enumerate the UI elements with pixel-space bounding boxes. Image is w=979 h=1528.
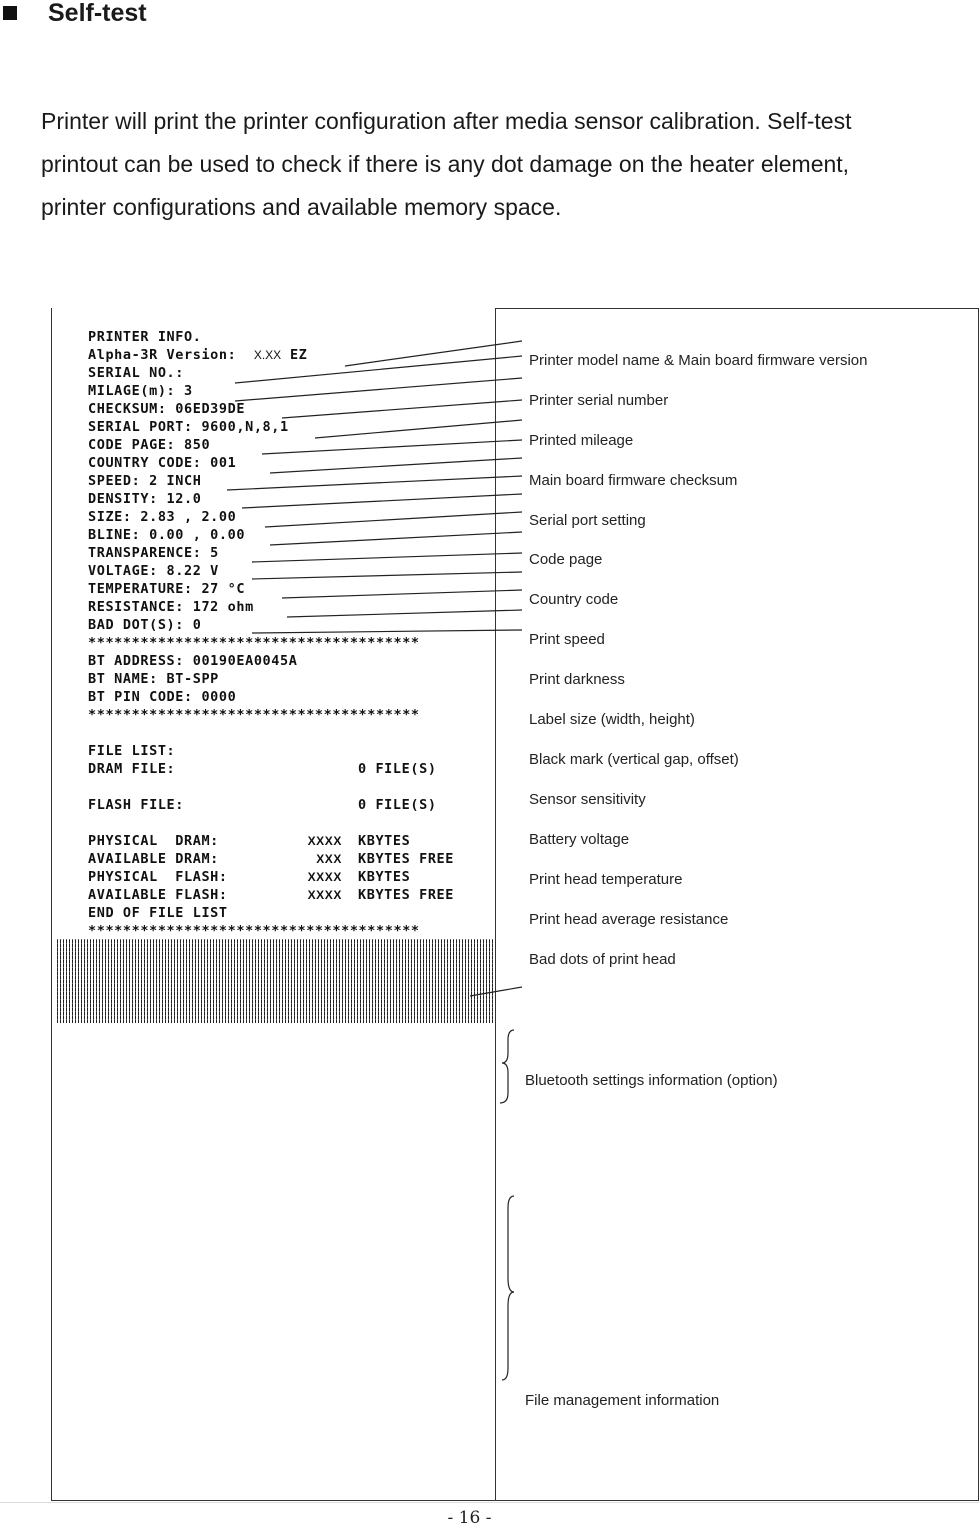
printout-code-page: CODE PAGE: 850 (88, 437, 211, 453)
section-heading (0, 0, 147, 26)
dram-file-label: DRAM FILE: (88, 761, 176, 777)
leader-line (262, 440, 522, 454)
printout-bline: BLINE: 0.00 , 0.00 (88, 527, 246, 543)
printout-separator: ************************************** (88, 923, 420, 939)
printout-bt-pin: BT PIN CODE: 0000 (88, 689, 237, 705)
callout-label: Print head average resistance (529, 911, 729, 928)
leader-line (315, 420, 522, 438)
printout-resistance: RESISTANCE: 172 ohm (88, 599, 254, 615)
printout-density: DENSITY: 12.0 (88, 491, 202, 507)
version-value: X.XX (253, 348, 282, 362)
page-number: - 16 - (447, 1508, 492, 1528)
physical-flash-label: PHYSICAL FLASH: (88, 869, 228, 885)
version-label: Alpha-3R Version: (88, 347, 237, 363)
leader-line (252, 630, 522, 633)
printout-title: PRINTER INFO. (88, 329, 202, 345)
printout-voltage: VOLTAGE: 8.22 V (88, 563, 219, 579)
available-flash-unit: KBYTES FREE (358, 887, 455, 903)
callout-label: Printer model name & Main board firmware version (529, 352, 868, 369)
file-management-note: File management information (525, 1392, 720, 1409)
available-dram-qty: XXX (316, 852, 342, 866)
footer-rule (0, 1502, 979, 1503)
printout-milage: MILAGE(m): 3 (88, 383, 193, 399)
available-dram-unit: KBYTES FREE (358, 851, 455, 867)
available-dram-label: AVAILABLE DRAM: (88, 851, 219, 867)
flash-file-value: 0 FILE(S) (358, 797, 437, 813)
leader-line (287, 610, 522, 617)
printout-checksum: CHECKSUM: 06ED39DE (88, 401, 246, 417)
bluetooth-settings-note: Bluetooth settings information (option) (525, 1072, 778, 1089)
leader-line (227, 476, 522, 490)
intro-line: printout can be used to check if there is any dot damage on the heater element, (41, 151, 850, 177)
printout-end-of-file-list: END OF FILE LIST (88, 905, 228, 921)
leader-line (235, 356, 522, 383)
callout-label: Bad dots of print head (529, 951, 676, 968)
callout-label: Printer serial number (529, 392, 669, 409)
physical-flash-qty: XXXX (307, 870, 342, 884)
printout-bt-name: BT NAME: BT-SPP (88, 671, 219, 687)
physical-flash-unit: KBYTES (358, 869, 411, 885)
leader-line (235, 378, 522, 401)
leader-line (252, 553, 522, 562)
intro-line: Printer will print the printer configuration after media sensor calibration. Self-test (41, 108, 852, 134)
physical-dram-unit: KBYTES (358, 833, 411, 849)
callout-leader-lines (52, 308, 979, 1500)
callout-label: Battery voltage (529, 831, 630, 848)
flash-file-label: FLASH FILE: (88, 797, 185, 813)
callout-label: Country code (529, 591, 619, 608)
section-title: Self-test (48, 0, 147, 27)
dram-file-value: 0 FILE(S) (358, 761, 437, 777)
callout-label: Serial port setting (529, 512, 646, 529)
printout-bad-dots: BAD DOT(S): 0 (88, 617, 202, 633)
printout-speed: SPEED: 2 INCH (88, 473, 202, 489)
printout-serial-no: SERIAL NO.: (88, 365, 185, 381)
version-suffix: EZ (289, 347, 308, 363)
file-management-brace (502, 1196, 514, 1380)
leader-line (265, 512, 522, 527)
callout-label: Label size (width, height) (529, 711, 695, 728)
leader-line (252, 572, 522, 579)
callout-label: Black mark (vertical gap, offset) (529, 751, 739, 768)
square-bullet-icon (3, 6, 17, 20)
printout-temperature: TEMPERATURE: 27 °C (88, 581, 246, 597)
available-flash-qty: XXXX (307, 888, 342, 902)
printout-separator: ************************************** (88, 635, 420, 651)
leader-line (270, 532, 522, 545)
intro-line: printer configurations and available memory space. (41, 194, 562, 220)
callout-label: Sensor sensitivity (529, 791, 646, 808)
leader-line (242, 494, 522, 508)
leader-line (270, 458, 522, 473)
leader-line (345, 341, 522, 366)
printout-country-code: COUNTRY CODE: 001 (88, 455, 237, 471)
callout-label: Printed mileage (529, 432, 634, 449)
physical-dram-qty: XXXX (307, 834, 342, 848)
self-test-figure (51, 308, 979, 1501)
callout-label: Code page (529, 551, 603, 568)
leader-line (282, 590, 522, 598)
leader-line (470, 987, 522, 996)
leader-line (282, 400, 522, 418)
callout-label: Print darkness (529, 671, 625, 688)
physical-dram-label: PHYSICAL DRAM: (88, 833, 219, 849)
callout-label: Print head temperature (529, 871, 683, 888)
callout-label: Print speed (529, 631, 605, 648)
printout-size: SIZE: 2.83 , 2.00 (88, 509, 237, 525)
intro-paragraph (41, 100, 961, 229)
printout-separator: ************************************** (88, 707, 420, 723)
printout-serial-port: SERIAL PORT: 9600,N,8,1 (88, 419, 289, 435)
printout-bt-address: BT ADDRESS: 00190EA0045A (88, 653, 298, 669)
printout-file-list: FILE LIST: (88, 743, 176, 759)
bluetooth-brace (500, 1030, 514, 1103)
callout-label: Main board firmware checksum (529, 472, 738, 489)
printout-transparence: TRANSPARENCE: 5 (88, 545, 219, 561)
available-flash-label: AVAILABLE FLASH: (88, 887, 228, 903)
